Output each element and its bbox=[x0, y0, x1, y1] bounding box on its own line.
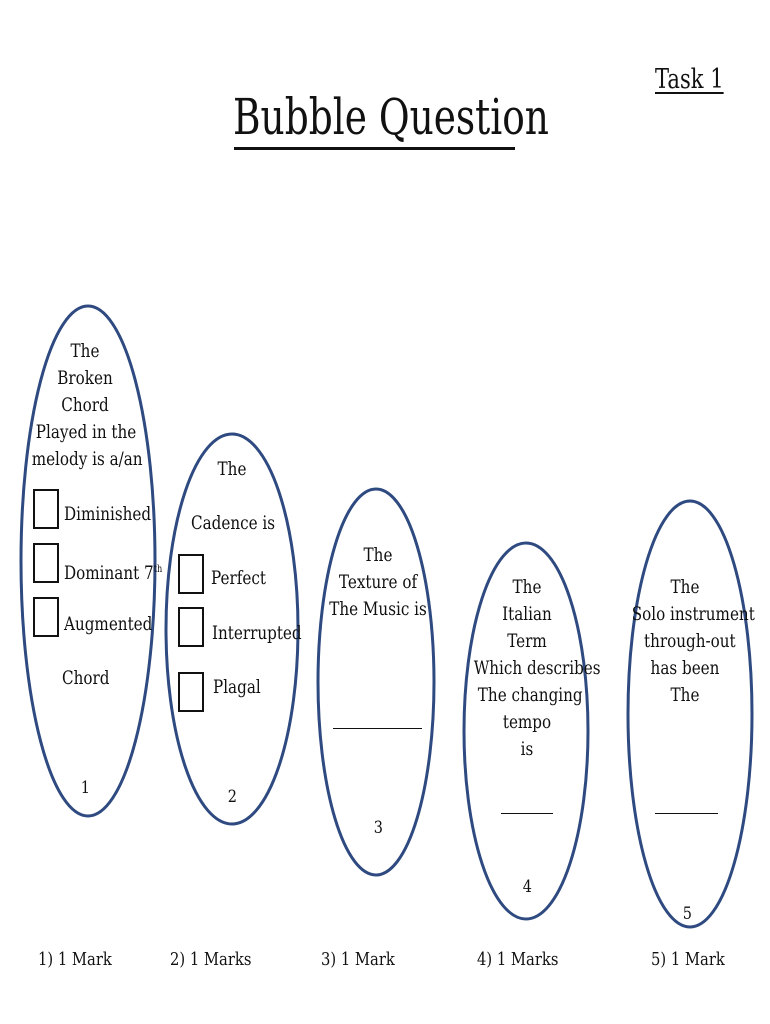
mark-label-1: 1) 1 Mark bbox=[38, 949, 112, 970]
bubble-1-line: Broken bbox=[57, 368, 113, 389]
option-checkbox-diminished[interactable] bbox=[33, 489, 59, 529]
bubble-5-number: 5 bbox=[682, 904, 693, 924]
mark-label-4: 4) 1 Marks bbox=[477, 949, 559, 970]
page-title: Bubble Question bbox=[233, 88, 549, 146]
answer-blank-4[interactable] bbox=[501, 813, 553, 814]
bubble-4-number: 4 bbox=[522, 877, 533, 897]
bubble-5-line: has been bbox=[650, 658, 720, 679]
bubble-1-number: 1 bbox=[80, 778, 91, 798]
option-checkbox-perfect[interactable] bbox=[178, 554, 204, 594]
option-checkbox-augmented[interactable] bbox=[33, 597, 59, 637]
answer-blank-5[interactable] bbox=[655, 813, 718, 814]
bubble-3-line: The bbox=[363, 545, 393, 566]
option-checkbox-dominant-7th[interactable] bbox=[33, 543, 59, 583]
mark-label-5: 5) 1 Mark bbox=[651, 949, 725, 970]
option-label-diminished: Diminished bbox=[64, 504, 152, 525]
mark-label-2: 2) 1 Marks bbox=[170, 949, 252, 970]
bubble-5-line: through-out bbox=[644, 631, 736, 652]
bubble-4-line: Which describes bbox=[473, 658, 601, 679]
task-label: Task 1 bbox=[655, 64, 724, 95]
option-label-dominant-7th: Dominant 7th bbox=[64, 563, 163, 585]
bubble-4-line: Italian bbox=[502, 604, 552, 625]
bubble-4-line: The changing bbox=[477, 685, 583, 706]
bubble-1-line: Chord bbox=[61, 395, 109, 416]
bubble-2-number: 2 bbox=[227, 787, 238, 807]
bubble-5-line: The bbox=[670, 577, 700, 598]
bubble-2-line: Cadence is bbox=[191, 513, 276, 534]
bubble-5-outline bbox=[628, 501, 755, 927]
bubble-4-line: is bbox=[520, 739, 534, 760]
bubble-3-line: The Music is bbox=[329, 599, 427, 620]
bubble-4-line: tempo bbox=[502, 712, 552, 733]
bubble-4-line: The bbox=[512, 577, 542, 598]
option-label-augmented: Augmented bbox=[64, 614, 153, 635]
bubble-1-line: Played in the bbox=[35, 422, 137, 443]
bubble-2-line: The bbox=[217, 459, 247, 480]
option-label-perfect: Perfect bbox=[211, 568, 266, 589]
option-checkbox-plagal[interactable] bbox=[178, 672, 204, 712]
bubble-5-line: Solo instrument bbox=[631, 604, 755, 625]
bubble-1-line: The bbox=[70, 341, 100, 362]
bubble-3-line: Texture of bbox=[338, 572, 418, 593]
option-label-interrupted: Interrupted bbox=[212, 623, 302, 644]
bubble-5-line: The bbox=[670, 685, 700, 706]
option-label-plagal: Plagal bbox=[213, 677, 261, 698]
bubble-3-number: 3 bbox=[373, 818, 384, 838]
bubble-1-line: melody is a/an bbox=[31, 449, 143, 470]
mark-label-3: 3) 1 Mark bbox=[321, 949, 395, 970]
bubble-4-line: Term bbox=[507, 631, 547, 652]
bubble-1-suffix: Chord bbox=[62, 668, 110, 689]
answer-blank-3[interactable] bbox=[333, 728, 422, 729]
option-checkbox-interrupted[interactable] bbox=[178, 607, 204, 647]
